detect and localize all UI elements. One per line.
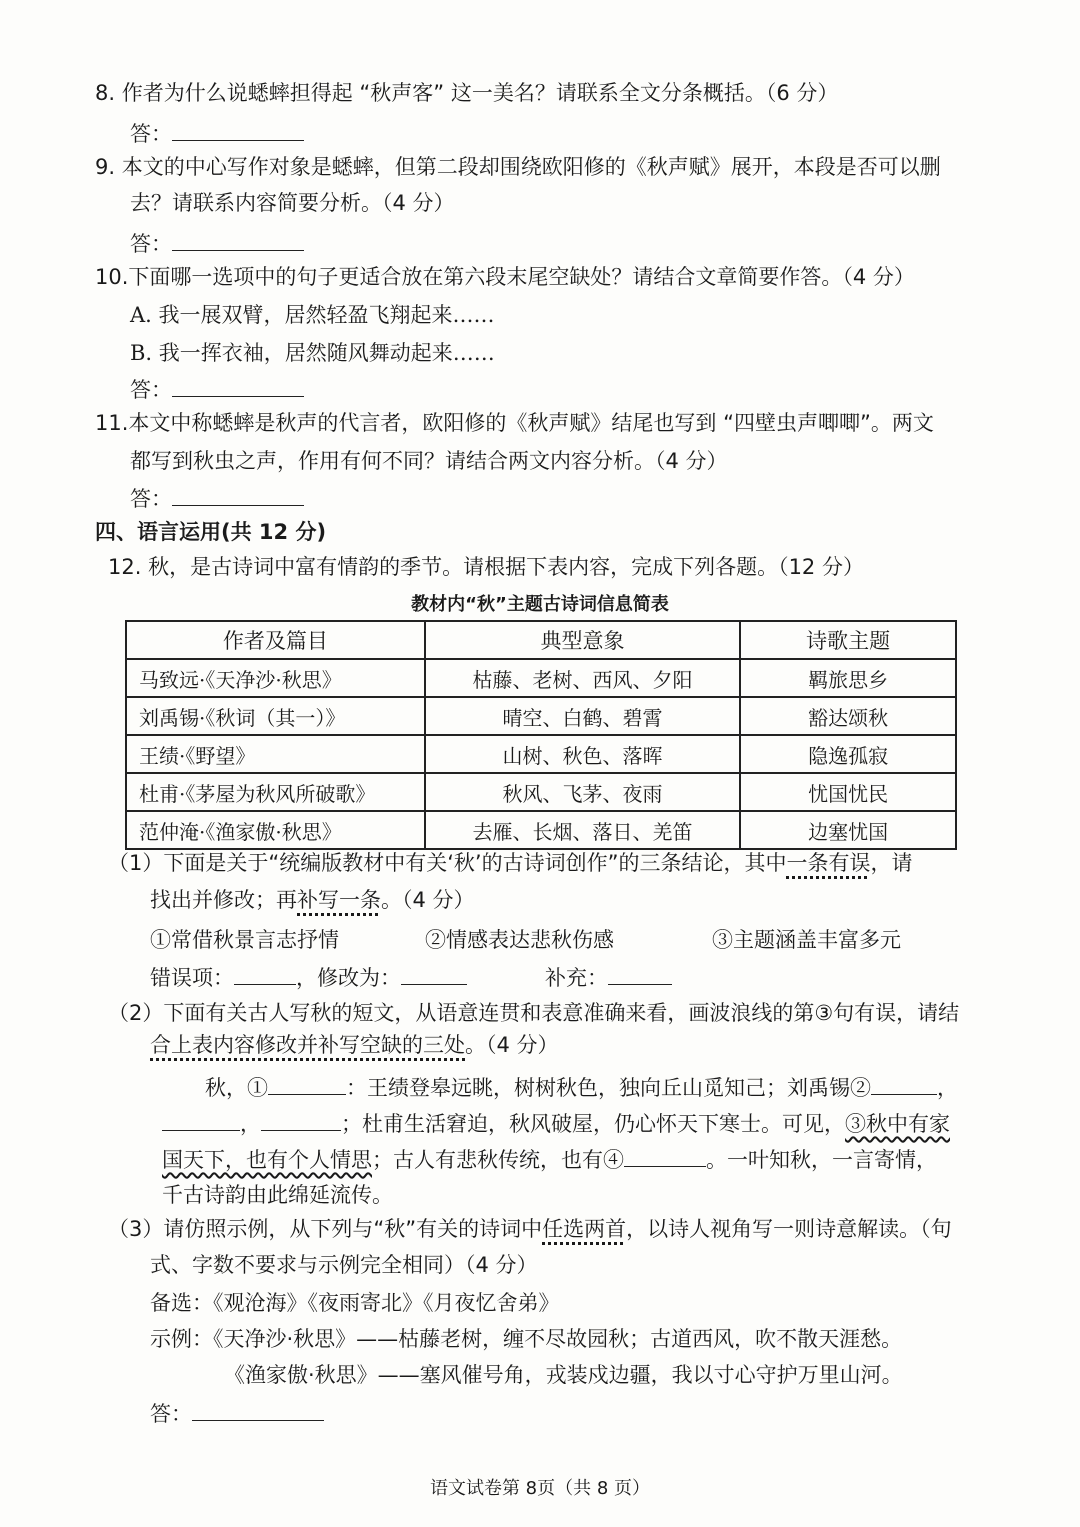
part-1-line-2	[150, 885, 475, 915]
answer-line-8	[130, 118, 304, 149]
passage-line-4: 千古诗韵由此绵延流传。	[162, 1183, 393, 1207]
example-2: 《渔家傲·秋思》——塞风催号角，戎装戍边疆，我以寸心守护万里山河。	[224, 1363, 903, 1387]
question-9-line-2: 去？请联系内容简要分析。（4 分）	[130, 191, 455, 215]
answer-blank[interactable]	[172, 228, 304, 251]
example-1: 示例：《天净沙·秋思》——枯藤老树，缠不尽故园秋；古道西风，吹不散天涯愁。	[150, 1327, 903, 1351]
question-9-line-1: 9. 本文的中心写作对象是蟋蟀，但第二段却围绕欧阳修的《秋声赋》展开，本段是否可以删	[95, 155, 941, 179]
option-b: B. 我一挥衣袖，居然随风舞动起来……	[130, 341, 495, 365]
emphasis-text: 合上表内容修改并补写空缺的三处	[150, 1033, 465, 1057]
part-1-text: 。（4 分）	[381, 888, 475, 912]
table-cell: 马致远·《天净沙·秋思》	[126, 659, 425, 697]
passage-line-1	[205, 1072, 958, 1103]
add-blank[interactable]	[608, 962, 672, 985]
answer-line-9	[130, 228, 304, 259]
part-2-line-1: （2）下面有关古人写秋的短文，从语意连贯和表意准确来看，画波浪线的第③句有误，请结	[108, 1001, 960, 1025]
part-2-text: 。（4 分）	[465, 1033, 559, 1057]
answer-label: 答：	[130, 378, 172, 402]
blank-4[interactable]	[624, 1144, 706, 1167]
part-3-line-2: 式、字数不要求与示例完全相同）（4 分）	[150, 1253, 538, 1277]
emphasis-text: 一条有误	[786, 851, 871, 875]
question-10: 10.下面哪一选项中的句子更适合放在第六段末尾空缺处？请结合文章简要作答。（4 分）	[95, 265, 915, 289]
answer-label: 答：	[150, 1402, 192, 1426]
answer-line-11	[130, 483, 304, 514]
blank-1[interactable]	[268, 1072, 346, 1095]
table-caption: 教材内“秋”主题古诗词信息简表	[411, 594, 669, 615]
table-cell: 杜甫·《茅屋为秋风所破歌》	[126, 773, 425, 811]
passage-text: 。一叶知秋，一言寄情，	[706, 1148, 937, 1172]
table-row	[126, 773, 956, 811]
conclusion-2: ②情感表达悲秋伤感	[425, 928, 614, 952]
passage-line-3	[162, 1144, 937, 1175]
question-12-intro: 12. 秋，是古诗词中富有情韵的季节。请根据下表内容，完成下列各题。（12 分）	[108, 555, 864, 579]
table-cell: 忧国忧民	[740, 773, 956, 811]
poetry-info-table	[125, 620, 957, 850]
table-cell: 隐逸孤寂	[740, 735, 956, 773]
part-3-text: （3）请仿照示例，从下列与“秋”有关的诗词中	[108, 1217, 543, 1241]
part-1-line-1	[108, 848, 912, 878]
table-cell: 羁旅思乡	[740, 659, 956, 697]
passage-text: 秋，①	[205, 1076, 268, 1100]
table-cell: 范仲淹·《渔家傲·秋思》	[126, 811, 425, 849]
error-blank[interactable]	[234, 962, 296, 985]
table-row	[126, 697, 956, 735]
page-footer: 语文试卷第 8页（共 8 页）	[429, 1478, 651, 1499]
question-11-line-2: 都写到秋虫之声，作用有何不同？请结合两文内容分析。（4 分）	[130, 449, 728, 473]
table-cell: 边塞忧国	[740, 811, 956, 849]
answer-blank[interactable]	[172, 118, 304, 141]
table-cell: 山树、秋色、落晖	[425, 735, 740, 773]
table-row	[126, 659, 956, 697]
answer-line-12-3	[150, 1398, 324, 1429]
answer-line-10	[130, 374, 304, 405]
answer-blank[interactable]	[192, 1398, 324, 1421]
table-cell: 刘禹锡·《秋词（其一）》	[126, 697, 425, 735]
table-cell: 晴空、白鹤、碧霄	[425, 697, 740, 735]
error-label: 错误项：	[150, 966, 234, 990]
conclusion-3: ③主题涵盖丰富多元	[712, 928, 901, 952]
part-1-answer-row	[150, 962, 672, 993]
answer-blank[interactable]	[172, 374, 304, 397]
fix-blank[interactable]	[401, 962, 467, 985]
blank-2a[interactable]	[871, 1072, 937, 1095]
blank-2c[interactable]	[261, 1108, 341, 1131]
poem-options: 备选：《观沧海》《夜雨寄北》《月夜忆舍弟》	[150, 1291, 560, 1315]
answer-label: 答：	[130, 487, 172, 511]
blank-2b[interactable]	[162, 1108, 240, 1131]
part-1-text: （1）下面是关于“统编版教材中有关‘秋’的古诗词创作”的三条结论，其中	[108, 851, 787, 875]
column-header: 作者及篇目	[126, 621, 425, 659]
wavy-underlined-text: 国天下，也有个人情思	[162, 1148, 372, 1172]
column-header: 诗歌主题	[740, 621, 956, 659]
part-2-line-2	[150, 1030, 559, 1060]
table-cell: 秋风、飞茅、夜雨	[425, 773, 740, 811]
answer-label: 答：	[130, 122, 172, 146]
add-label: 补充：	[545, 966, 608, 990]
table-header-row	[126, 621, 956, 659]
fix-label: ，修改为：	[296, 966, 401, 990]
answer-label: 答：	[130, 232, 172, 256]
part-1-text: ，请	[870, 851, 913, 875]
passage-text: ，	[240, 1112, 261, 1136]
passage-text: ：王绩登皋远眺，树树秋色，独向丘山觅知己；刘禹锡②	[346, 1076, 871, 1100]
passage-text: ，	[937, 1076, 958, 1100]
wavy-underlined-text: ③秋中有家	[845, 1112, 950, 1136]
conclusion-1: ①常借秋景言志抒情	[150, 928, 339, 952]
option-a: A. 我一展双臂，居然轻盈飞翔起来……	[130, 303, 495, 327]
answer-blank[interactable]	[172, 483, 304, 506]
table-cell: 枯藤、老树、西风、夕阳	[425, 659, 740, 697]
part-1-text: 找出并修改；再	[150, 888, 297, 912]
section-heading: 四、语言运用(共 12 分)	[95, 520, 327, 544]
question-8: 8. 作者为什么说蟋蟀担得起 “秋声客” 这一美名？请联系全文分条概括。（6 分）	[95, 81, 839, 105]
passage-line-2	[162, 1108, 950, 1139]
part-3-line-1	[108, 1214, 952, 1244]
question-11-line-1: 11.本文中称蟋蟀是秋声的代言者，欧阳修的《秋声赋》结尾也写到 “四壁虫声唧唧”。两文	[95, 411, 934, 435]
emphasis-text: 补写一条	[297, 888, 381, 912]
table-row	[126, 811, 956, 849]
table-cell: 豁达颂秋	[740, 697, 956, 735]
table-cell: 去雁、长烟、落日、羌笛	[425, 811, 740, 849]
column-header: 典型意象	[425, 621, 740, 659]
passage-text: ；杜甫生活窘迫，秋风破屋，仍心怀天下寒士。可见，	[341, 1112, 845, 1136]
emphasis-text: 任选两首	[542, 1217, 627, 1241]
table-cell: 王绩·《野望》	[126, 735, 425, 773]
passage-text: ；古人有悲秋传统，也有④	[372, 1148, 624, 1172]
table-row	[126, 735, 956, 773]
part-3-text: ，以诗人视角写一则诗意解读。（句	[626, 1217, 952, 1241]
